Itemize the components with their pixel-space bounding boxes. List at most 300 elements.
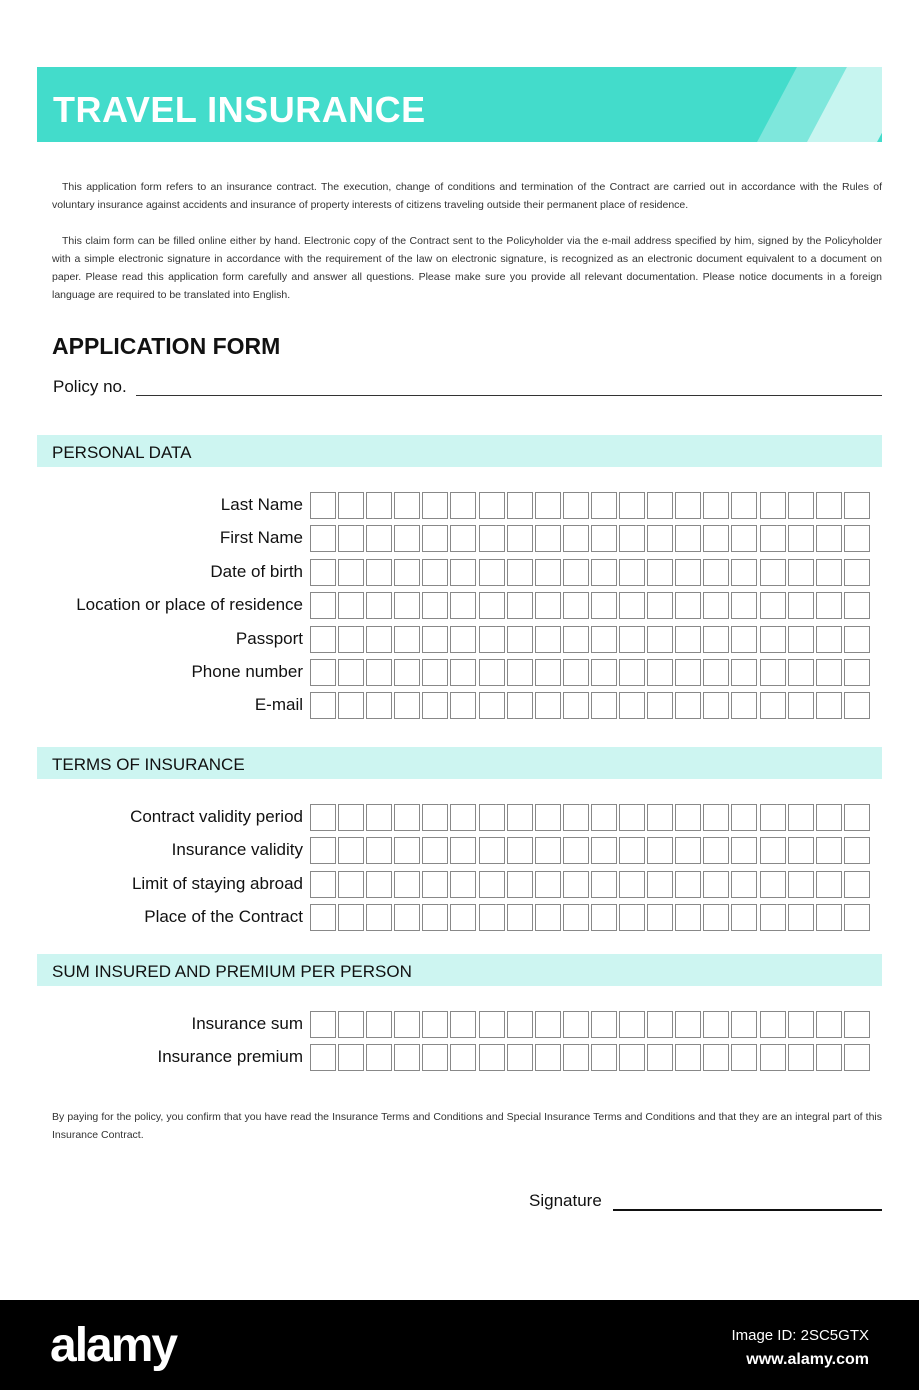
character-box[interactable] [422, 659, 448, 686]
character-box[interactable] [422, 692, 448, 719]
character-box[interactable] [591, 559, 617, 586]
character-box[interactable] [507, 592, 533, 619]
character-box[interactable] [703, 904, 729, 931]
character-box[interactable] [619, 692, 645, 719]
character-box[interactable] [394, 904, 420, 931]
character-box[interactable] [591, 626, 617, 653]
character-box[interactable] [563, 871, 589, 898]
character-box[interactable] [816, 904, 842, 931]
character-box[interactable] [310, 1044, 336, 1071]
character-box[interactable] [422, 592, 448, 619]
character-box[interactable] [338, 804, 364, 831]
form-row [0, 592, 919, 619]
character-box[interactable] [535, 1044, 561, 1071]
character-box[interactable] [816, 692, 842, 719]
character-box[interactable] [366, 837, 392, 864]
character-box[interactable] [507, 492, 533, 519]
character-box[interactable] [310, 525, 336, 552]
character-box[interactable] [310, 837, 336, 864]
character-box[interactable] [338, 525, 364, 552]
character-box[interactable] [844, 871, 870, 898]
character-box[interactable] [338, 559, 364, 586]
character-box[interactable] [450, 592, 476, 619]
character-box[interactable] [675, 871, 701, 898]
character-box[interactable] [422, 626, 448, 653]
character-box[interactable] [366, 1044, 392, 1071]
character-box[interactable] [760, 492, 786, 519]
character-box[interactable] [422, 1011, 448, 1038]
character-box[interactable] [591, 525, 617, 552]
character-box[interactable] [675, 1044, 701, 1071]
character-box[interactable] [788, 559, 814, 586]
character-box[interactable] [591, 692, 617, 719]
character-box[interactable] [703, 626, 729, 653]
character-box[interactable] [507, 804, 533, 831]
character-box[interactable] [844, 559, 870, 586]
character-box[interactable] [760, 837, 786, 864]
character-box[interactable] [788, 525, 814, 552]
character-box[interactable] [366, 871, 392, 898]
character-box[interactable] [619, 525, 645, 552]
character-box[interactable] [731, 559, 757, 586]
terms-note: By paying for the policy, you confirm that you have read the Insurance Terms and Conditions and Special Insurance Terms and Conditions and that they are an integral part of this Insurance Contract. [52, 1111, 882, 1141]
character-box[interactable] [507, 659, 533, 686]
character-box[interactable] [535, 1011, 561, 1038]
character-box[interactable] [844, 692, 870, 719]
character-box[interactable] [844, 626, 870, 653]
character-box[interactable] [394, 659, 420, 686]
character-box[interactable] [507, 871, 533, 898]
character-box[interactable] [450, 559, 476, 586]
field-label: Insurance premium [157, 1047, 303, 1067]
character-box[interactable] [703, 1044, 729, 1071]
character-box[interactable] [675, 837, 701, 864]
character-box[interactable] [422, 525, 448, 552]
character-box[interactable] [647, 837, 673, 864]
character-box[interactable] [507, 626, 533, 653]
character-box[interactable] [675, 804, 701, 831]
character-box[interactable] [844, 904, 870, 931]
character-box[interactable] [338, 626, 364, 653]
character-box[interactable] [647, 592, 673, 619]
character-box[interactable] [563, 1011, 589, 1038]
character-boxes [310, 871, 870, 898]
character-box[interactable] [394, 592, 420, 619]
character-box[interactable] [816, 871, 842, 898]
character-box[interactable] [563, 837, 589, 864]
character-box[interactable] [535, 837, 561, 864]
character-box[interactable] [479, 592, 505, 619]
character-box[interactable] [703, 525, 729, 552]
character-box[interactable] [703, 871, 729, 898]
character-box[interactable] [338, 871, 364, 898]
character-box[interactable] [535, 871, 561, 898]
character-box[interactable] [760, 659, 786, 686]
character-boxes [310, 1044, 870, 1071]
character-box[interactable] [647, 904, 673, 931]
character-box[interactable] [394, 1044, 420, 1071]
character-boxes [310, 1011, 870, 1038]
character-box[interactable] [366, 692, 392, 719]
character-box[interactable] [450, 525, 476, 552]
character-box[interactable] [507, 1011, 533, 1038]
character-box[interactable] [422, 804, 448, 831]
character-box[interactable] [450, 904, 476, 931]
section-header: SUM INSURED AND PREMIUM PER PERSON [37, 954, 882, 986]
character-box[interactable] [844, 592, 870, 619]
character-box[interactable] [338, 492, 364, 519]
character-box[interactable] [703, 692, 729, 719]
character-box[interactable] [450, 692, 476, 719]
field-label: Location or place of residence [76, 595, 303, 615]
character-box[interactable] [563, 492, 589, 519]
character-boxes [310, 559, 870, 586]
character-box[interactable] [816, 1044, 842, 1071]
character-box[interactable] [535, 904, 561, 931]
character-box[interactable] [788, 804, 814, 831]
character-box[interactable] [450, 871, 476, 898]
character-box[interactable] [394, 692, 420, 719]
character-box[interactable] [675, 904, 701, 931]
character-box[interactable] [647, 1044, 673, 1071]
character-box[interactable] [535, 659, 561, 686]
character-box[interactable] [507, 904, 533, 931]
form-title: APPLICATION FORM [52, 333, 281, 359]
character-box[interactable] [479, 1044, 505, 1071]
character-box[interactable] [450, 804, 476, 831]
character-box[interactable] [788, 1044, 814, 1071]
intro-paragraph: This claim form can be filled online either by hand. Electronic copy of the Contract sent to the Policyholder via the e-mail address specified by him, signed by the Policyholder with a simple electronic signature in accordance with the requirement of the law on electronic signature, is recognized as an electronic document equivalent to a document on paper. Please read this application form carefully and answer all questions. Please make sure you provide all relevant documentation. Please notice documents in a foreign language are required to be translated into English. [52, 235, 882, 301]
character-box[interactable] [816, 804, 842, 831]
character-box[interactable] [479, 804, 505, 831]
character-box[interactable] [563, 626, 589, 653]
character-box[interactable] [338, 1011, 364, 1038]
character-box[interactable] [507, 692, 533, 719]
character-box[interactable] [647, 525, 673, 552]
character-boxes [310, 525, 870, 552]
character-box[interactable] [788, 837, 814, 864]
form-row [0, 871, 919, 898]
character-box[interactable] [731, 626, 757, 653]
character-box[interactable] [479, 871, 505, 898]
character-box[interactable] [422, 492, 448, 519]
character-box[interactable] [675, 559, 701, 586]
signature-input[interactable] [613, 1209, 882, 1211]
character-box[interactable] [535, 692, 561, 719]
character-box[interactable] [310, 1011, 336, 1038]
character-box[interactable] [647, 559, 673, 586]
signature-label: Signature [529, 1191, 602, 1210]
character-box[interactable] [422, 904, 448, 931]
character-box[interactable] [788, 871, 814, 898]
character-box[interactable] [535, 804, 561, 831]
character-box[interactable] [422, 871, 448, 898]
character-box[interactable] [731, 1011, 757, 1038]
character-box[interactable] [479, 659, 505, 686]
character-box[interactable] [844, 1011, 870, 1038]
character-box[interactable] [731, 525, 757, 552]
character-box[interactable] [703, 559, 729, 586]
character-box[interactable] [619, 592, 645, 619]
character-box[interactable] [619, 871, 645, 898]
character-box[interactable] [535, 559, 561, 586]
character-box[interactable] [816, 559, 842, 586]
character-box[interactable] [731, 492, 757, 519]
character-box[interactable] [703, 592, 729, 619]
character-box[interactable] [591, 659, 617, 686]
character-box[interactable] [647, 492, 673, 519]
character-box[interactable] [731, 659, 757, 686]
character-box[interactable] [450, 1011, 476, 1038]
character-box[interactable] [310, 692, 336, 719]
character-box[interactable] [788, 592, 814, 619]
character-box[interactable] [422, 837, 448, 864]
character-box[interactable] [788, 692, 814, 719]
character-box[interactable] [563, 659, 589, 686]
character-box[interactable] [535, 525, 561, 552]
character-box[interactable] [703, 837, 729, 864]
character-box[interactable] [844, 525, 870, 552]
field-label: Insurance validity [171, 840, 303, 860]
character-box[interactable] [703, 659, 729, 686]
character-box[interactable] [479, 1011, 505, 1038]
character-box[interactable] [647, 1011, 673, 1038]
character-box[interactable] [760, 592, 786, 619]
character-box[interactable] [816, 659, 842, 686]
character-box[interactable] [479, 559, 505, 586]
character-box[interactable] [366, 904, 392, 931]
character-box[interactable] [816, 1011, 842, 1038]
character-box[interactable] [675, 592, 701, 619]
character-box[interactable] [703, 1011, 729, 1038]
field-label: Limit of staying abroad [131, 873, 303, 893]
character-box[interactable] [507, 837, 533, 864]
character-box[interactable] [366, 592, 392, 619]
character-box[interactable] [422, 1044, 448, 1071]
character-box[interactable] [366, 525, 392, 552]
character-box[interactable] [394, 1011, 420, 1038]
character-box[interactable] [731, 692, 757, 719]
character-box[interactable] [675, 525, 701, 552]
character-box[interactable] [338, 692, 364, 719]
character-box[interactable] [366, 492, 392, 519]
character-box[interactable] [844, 804, 870, 831]
form-row [0, 626, 919, 653]
character-box[interactable] [647, 871, 673, 898]
character-box[interactable] [366, 559, 392, 586]
character-boxes [310, 492, 870, 519]
character-box[interactable] [731, 592, 757, 619]
character-box[interactable] [788, 492, 814, 519]
character-box[interactable] [731, 904, 757, 931]
character-box[interactable] [760, 871, 786, 898]
character-box[interactable] [731, 804, 757, 831]
footer-url: www.alamy.com [746, 1351, 869, 1368]
character-box[interactable] [366, 1011, 392, 1038]
field-label: Last Name [220, 495, 303, 514]
character-box[interactable] [338, 659, 364, 686]
section-header: PERSONAL DATA [37, 435, 882, 467]
character-box[interactable] [844, 492, 870, 519]
character-box[interactable] [816, 592, 842, 619]
character-box[interactable] [310, 626, 336, 653]
character-box[interactable] [703, 804, 729, 831]
character-box[interactable] [310, 804, 336, 831]
header-banner [37, 67, 882, 142]
character-box[interactable] [647, 804, 673, 831]
character-box[interactable] [394, 837, 420, 864]
character-box[interactable] [844, 659, 870, 686]
character-box[interactable] [788, 626, 814, 653]
form-row [0, 837, 919, 864]
character-box[interactable] [591, 1011, 617, 1038]
character-box[interactable] [394, 871, 420, 898]
form-row [0, 659, 919, 686]
character-box[interactable] [310, 492, 336, 519]
character-box[interactable] [760, 559, 786, 586]
character-box[interactable] [760, 1011, 786, 1038]
character-box[interactable] [731, 871, 757, 898]
character-box[interactable] [310, 871, 336, 898]
character-box[interactable] [591, 1044, 617, 1071]
character-box[interactable] [647, 692, 673, 719]
character-box[interactable] [816, 525, 842, 552]
character-box[interactable] [366, 804, 392, 831]
character-box[interactable] [507, 1044, 533, 1071]
character-box[interactable] [647, 659, 673, 686]
policy-number-input[interactable] [136, 395, 882, 396]
character-box[interactable] [479, 904, 505, 931]
field-label: Place of the Contract [144, 907, 303, 927]
character-box[interactable] [675, 692, 701, 719]
character-boxes [310, 804, 870, 831]
character-box[interactable] [563, 1044, 589, 1071]
character-box[interactable] [535, 592, 561, 619]
character-box[interactable] [338, 592, 364, 619]
character-box[interactable] [760, 626, 786, 653]
character-box[interactable] [338, 904, 364, 931]
form-row [0, 1011, 919, 1038]
character-box[interactable] [479, 492, 505, 519]
character-box[interactable] [816, 837, 842, 864]
character-box[interactable] [422, 559, 448, 586]
character-box[interactable] [366, 626, 392, 653]
character-box[interactable] [619, 904, 645, 931]
character-box[interactable] [507, 525, 533, 552]
character-box[interactable] [619, 492, 645, 519]
character-box[interactable] [338, 1044, 364, 1071]
alamy-logo: alamy [50, 1319, 177, 1372]
character-box[interactable] [619, 1011, 645, 1038]
form-row [0, 804, 919, 831]
character-box[interactable] [535, 492, 561, 519]
character-box[interactable] [591, 804, 617, 831]
character-box[interactable] [394, 525, 420, 552]
character-box[interactable] [731, 1044, 757, 1071]
character-box[interactable] [450, 837, 476, 864]
character-box[interactable] [479, 525, 505, 552]
character-box[interactable] [394, 804, 420, 831]
character-box[interactable] [394, 626, 420, 653]
intro-paragraph: This application form refers to an insurance contract. The execution, change of conditions and termination of the Contract are carried out in accordance with the Rules of voluntary insurance against accidents and insurance of property interests of citizens traveling outside their permanent place of residence. [52, 181, 882, 211]
character-box[interactable] [563, 592, 589, 619]
character-box[interactable] [450, 1044, 476, 1071]
character-box[interactable] [563, 804, 589, 831]
character-box[interactable] [760, 804, 786, 831]
character-box[interactable] [563, 559, 589, 586]
character-box[interactable] [816, 626, 842, 653]
character-box[interactable] [394, 492, 420, 519]
character-boxes [310, 904, 870, 931]
character-box[interactable] [591, 837, 617, 864]
character-box[interactable] [675, 1011, 701, 1038]
field-label: Date of birth [210, 561, 303, 581]
character-box[interactable] [535, 626, 561, 653]
character-box[interactable] [731, 837, 757, 864]
character-box[interactable] [338, 837, 364, 864]
character-box[interactable] [450, 492, 476, 519]
character-box[interactable] [619, 804, 645, 831]
character-box[interactable] [591, 592, 617, 619]
character-box[interactable] [816, 492, 842, 519]
character-box[interactable] [310, 592, 336, 619]
character-box[interactable] [591, 492, 617, 519]
character-box[interactable] [563, 904, 589, 931]
character-box[interactable] [703, 492, 729, 519]
character-box[interactable] [760, 1044, 786, 1071]
character-boxes [310, 626, 870, 653]
form-row [0, 1044, 919, 1071]
character-box[interactable] [675, 492, 701, 519]
character-box[interactable] [450, 659, 476, 686]
character-box[interactable] [760, 692, 786, 719]
character-box[interactable] [507, 559, 533, 586]
character-box[interactable] [788, 1011, 814, 1038]
character-box[interactable] [788, 659, 814, 686]
character-box[interactable] [479, 837, 505, 864]
character-box[interactable] [619, 659, 645, 686]
character-box[interactable] [591, 871, 617, 898]
field-label: Contract validity period [130, 807, 303, 826]
character-box[interactable] [591, 904, 617, 931]
character-box[interactable] [563, 692, 589, 719]
policy-label: Policy no. [53, 377, 127, 396]
character-box[interactable] [619, 626, 645, 653]
page-title: TRAVEL INSURANCE [53, 89, 426, 130]
character-box[interactable] [310, 904, 336, 931]
character-box[interactable] [844, 837, 870, 864]
character-box[interactable] [788, 904, 814, 931]
character-box[interactable] [675, 626, 701, 653]
character-box[interactable] [760, 525, 786, 552]
character-box[interactable] [479, 626, 505, 653]
character-box[interactable] [760, 904, 786, 931]
character-box[interactable] [310, 659, 336, 686]
character-box[interactable] [647, 626, 673, 653]
character-box[interactable] [366, 659, 392, 686]
character-box[interactable] [310, 559, 336, 586]
form-row [0, 525, 919, 552]
character-box[interactable] [563, 525, 589, 552]
character-box[interactable] [619, 837, 645, 864]
character-box[interactable] [479, 692, 505, 719]
character-box[interactable] [450, 626, 476, 653]
character-box[interactable] [619, 559, 645, 586]
character-box[interactable] [394, 559, 420, 586]
character-box[interactable] [619, 1044, 645, 1071]
character-box[interactable] [844, 1044, 870, 1071]
character-box[interactable] [675, 659, 701, 686]
